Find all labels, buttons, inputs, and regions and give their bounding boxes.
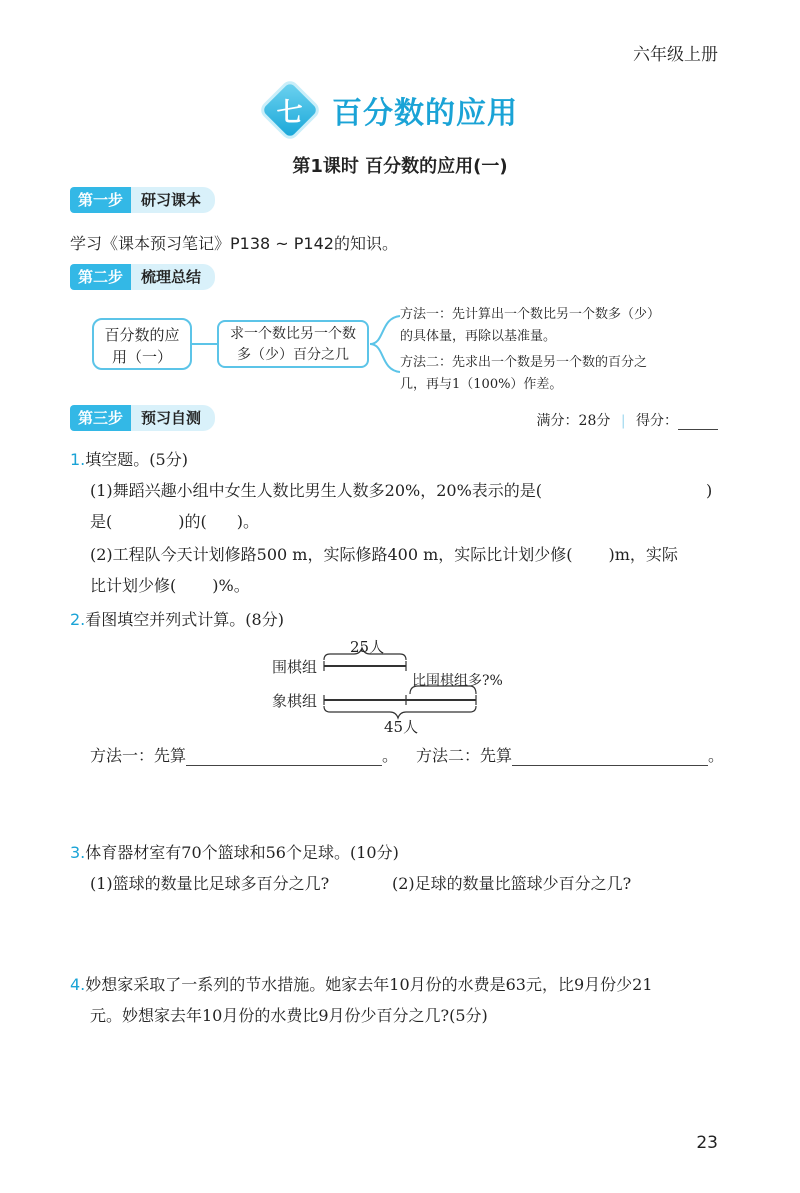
q1-part2-line2 xyxy=(90,576,250,596)
q3-sub1: (1)篮球的数量比足球多百分之几? xyxy=(90,874,330,893)
q2-title-text: 看图填空并列式计算。(8分) xyxy=(85,610,284,629)
q1-part1-close: ) xyxy=(706,481,713,500)
full-score: 满分：28分 xyxy=(536,413,611,429)
method-2-line1: 方法二：先求出一个数是另一个数的百分之 xyxy=(400,355,648,370)
step-1-header xyxy=(70,187,215,213)
unit-number: 七 xyxy=(276,97,304,128)
q2-title xyxy=(70,610,284,630)
q1-part2-line1 xyxy=(90,545,678,565)
q4-line1 xyxy=(70,975,653,995)
step-2-label: 梳理总结 xyxy=(131,264,215,290)
q4-number: 4. xyxy=(70,975,86,994)
q2-method2-blank[interactable] xyxy=(512,747,708,766)
q1-part1-line2 xyxy=(90,512,259,532)
q2-method2-period: 。 xyxy=(708,746,725,765)
q1-part2-open: 比计划少修( xyxy=(90,576,177,595)
step-2-badge: 第二步 xyxy=(70,264,131,290)
method-1-text xyxy=(400,304,660,348)
summary-topic-line1: 百分数的应 xyxy=(104,326,180,344)
score-blank[interactable] xyxy=(678,429,718,430)
q1-part1-mid: )的( xyxy=(178,512,207,531)
q1-part1-text: (1)舞蹈兴趣小组中女生人数比男生人数多20%，20%表示的是( xyxy=(90,481,543,500)
score-divider: | xyxy=(620,413,626,429)
connector-lower xyxy=(370,344,400,372)
q1-title-text: 填空题。(5分) xyxy=(85,450,188,469)
q1-part1-end: )。 xyxy=(236,512,259,531)
page-number: 23 xyxy=(696,1133,718,1153)
segment-diagram xyxy=(270,636,530,736)
step-1-badge: 第一步 xyxy=(70,187,131,213)
q3-title-text: 体育器材室有70个篮球和56个足球。(10分) xyxy=(85,843,399,862)
step-3-header xyxy=(70,405,215,431)
step-2-header xyxy=(70,264,215,290)
q1-part2-tail: )m，实际 xyxy=(608,545,678,564)
summary-topic-line2: 用（一） xyxy=(111,348,172,366)
row2-label: 象棋组 xyxy=(272,692,318,710)
q2-method1-label: 方法一：先算 xyxy=(90,746,187,765)
bottom-label: 45人 xyxy=(384,718,419,736)
q2-method2-label: 方法二：先算 xyxy=(416,746,513,765)
summary-concept-line2: 多（少）百分之几 xyxy=(237,347,349,363)
q2-method1 xyxy=(90,746,398,766)
method-2-line2: 几，再与1（100%）作差。 xyxy=(400,377,563,392)
grade-label: 六年级上册 xyxy=(633,45,718,65)
step-1-label: 研习课本 xyxy=(131,187,215,213)
summary-concept-line1: 求一个数比另一个数 xyxy=(230,326,356,342)
unit-title: 百分数的应用 xyxy=(332,96,518,131)
connector-upper xyxy=(370,316,400,344)
score-got-label: 得分： xyxy=(636,413,678,429)
top-label: 25人 xyxy=(350,638,385,656)
q2-method1-period: 。 xyxy=(382,746,399,765)
method-2-text xyxy=(400,352,647,396)
q2-method1-blank[interactable] xyxy=(186,747,382,766)
diff-label: 比围棋组多?% xyxy=(412,673,503,689)
lesson-title: 第1课时 百分数的应用(一) xyxy=(292,156,508,177)
q2-number: 2. xyxy=(70,610,86,629)
q4-line2: 元。妙想家去年10月份的水费比9月份少百分之几?(5分) xyxy=(90,1006,488,1025)
unit-heading xyxy=(262,82,518,138)
q2-method2 xyxy=(416,746,724,766)
q1-title xyxy=(70,450,188,470)
step-3-label: 预习自测 xyxy=(131,405,215,431)
method-1-line1: 方法一：先计算出一个数比另一个数多（少） xyxy=(400,307,661,322)
method-1-line2: 的具体量，再除以基准量。 xyxy=(400,329,557,344)
q1-number: 1. xyxy=(70,450,86,469)
unit-number-badge xyxy=(262,82,319,139)
q3-number: 3. xyxy=(70,843,86,862)
q3-sub2: (2)足球的数量比篮球少百分之几? xyxy=(392,874,632,893)
study-text: 学习《课本预习笔记》P138 ~ P142的知识。 xyxy=(70,234,398,253)
q1-part2-text: (2)工程队今天计划修路500 m，实际修路400 m，实际比计划少修( xyxy=(90,545,573,564)
q3-title xyxy=(70,843,399,863)
q1-part1-line1 xyxy=(90,481,542,501)
step-3-badge: 第三步 xyxy=(70,405,131,431)
summary-concept-box xyxy=(217,320,369,368)
score-area xyxy=(537,410,718,430)
q4-line1-text: 妙想家采取了一系列的节水措施。她家去年10月份的水费是63元，比9月份少21 xyxy=(85,975,653,994)
q1-part1-open: 是( xyxy=(90,512,113,531)
summary-topic-box xyxy=(92,318,192,370)
row1-label: 围棋组 xyxy=(272,658,318,676)
q1-part2-end: )%。 xyxy=(212,576,250,595)
